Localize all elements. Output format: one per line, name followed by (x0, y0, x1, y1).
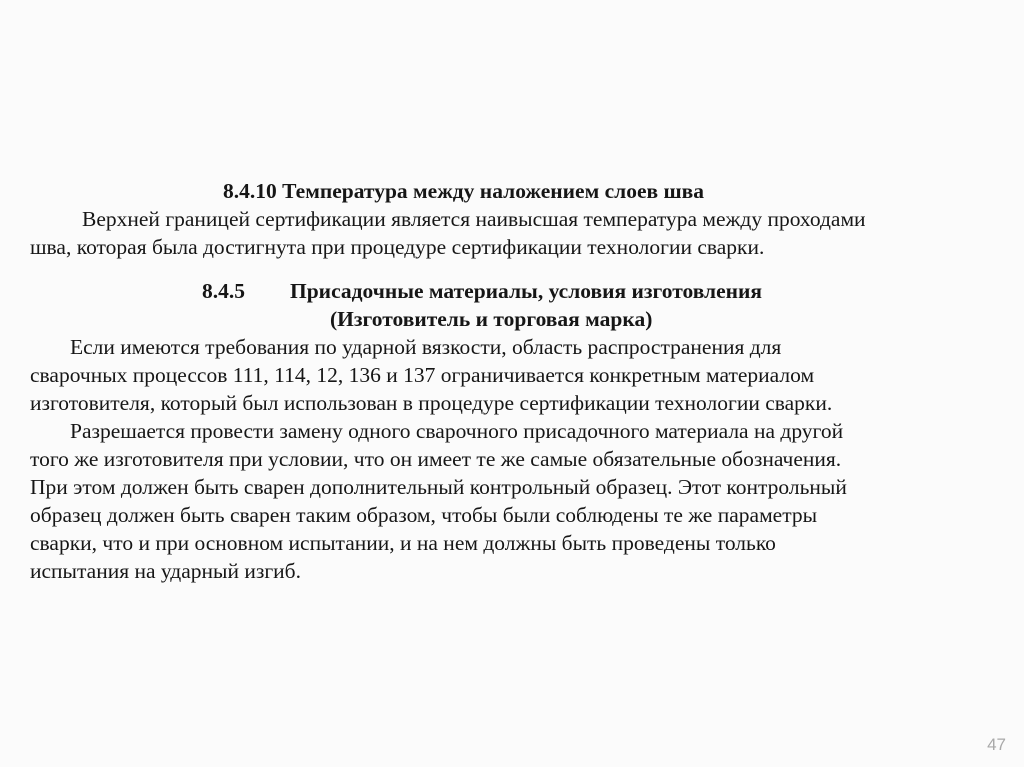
section-title: Присадочные материалы, условия изготовления (290, 279, 763, 303)
text-line: образец должен быть сварен таким образом, чтобы были соблюдены те же параметры (30, 503, 818, 527)
text-line: сварки, что и при основном испытании, и на нем должны быть проведены только (30, 531, 776, 555)
text-line: того же изготовителя при условии, что он имеет те же самые обязательные обозначения. (30, 447, 842, 471)
text-line: сварочных процессов 111, 114, 12, 136 и 137 ограничивается конкретным материалом (30, 363, 815, 387)
section-title: Температура между наложением слоев шва (282, 179, 704, 203)
text-line: испытания на ударный изгиб. (30, 559, 301, 583)
text-line: Верхней границей сертификации является наивысшая температура между проходами (82, 207, 866, 231)
page-number: 47 (987, 735, 1006, 754)
section-heading-8-4-10 (223, 177, 1002, 205)
text-line: При этом должен быть сварен дополнительный контрольный образец. Этот контрольный (30, 475, 847, 499)
text-line: Разрешается провести замену одного сварочного присадочного материала на другой (70, 419, 844, 443)
text-line: изготовителя, который был использован в процедуре сертификации технологии сварки. (30, 391, 833, 415)
section-heading-8-4-5 (202, 277, 1002, 305)
section-number: 8.4.5 (202, 279, 245, 303)
text-line: Если имеются требования по ударной вязкости, область распространения для (70, 335, 782, 359)
document-body (30, 177, 1002, 585)
text-line: шва, которая была достигнута при процедуре сертификации технологии сварки. (30, 235, 765, 259)
section-subtitle: (Изготовитель и торговая марка) (330, 307, 653, 331)
section-number: 8.4.10 (223, 179, 277, 203)
